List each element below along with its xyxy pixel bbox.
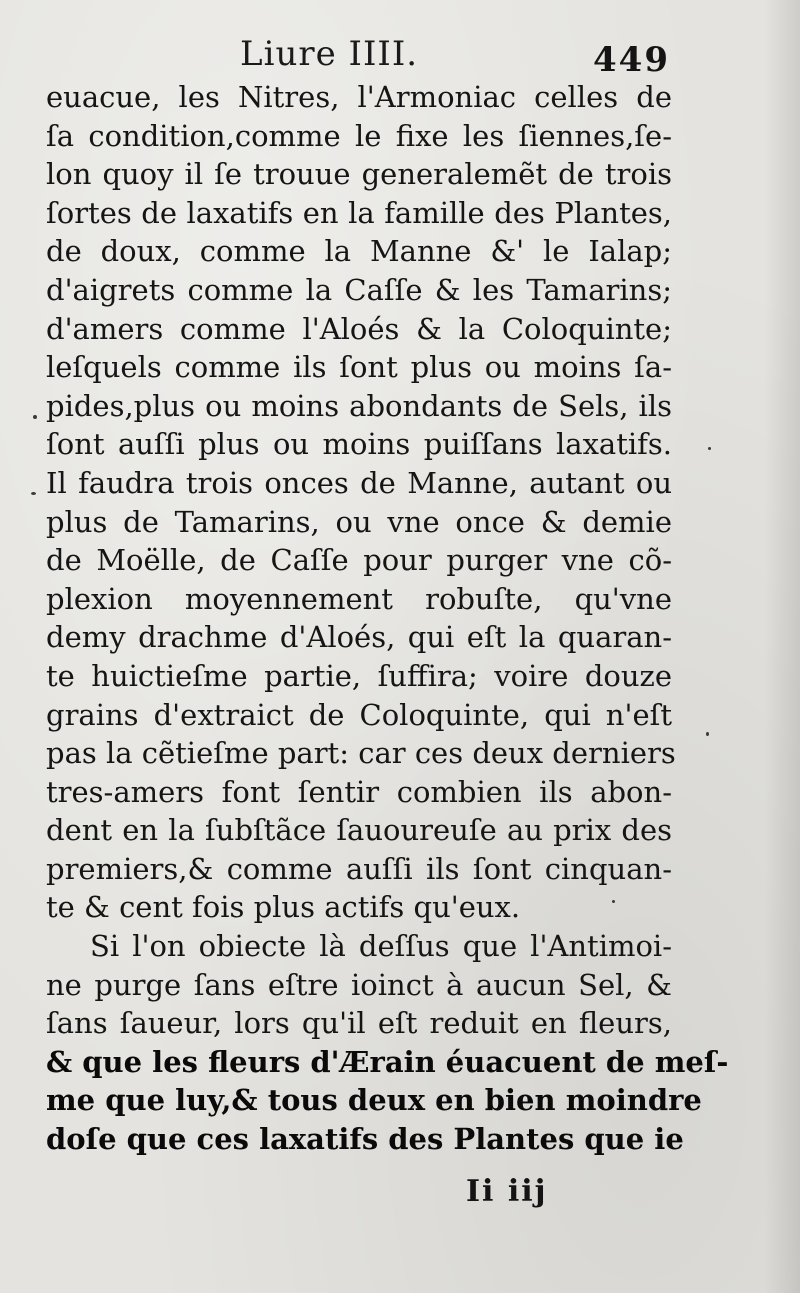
text-line: lon quoy il ſe trouue generalemẽt de trois bbox=[46, 157, 672, 192]
running-head: Liure IIII. bbox=[240, 34, 419, 74]
text-line: d'amers comme l'Aloés & la Coloquinte; bbox=[46, 311, 672, 346]
paper-speck bbox=[706, 732, 709, 736]
page-number: 449 bbox=[593, 40, 670, 80]
text-line: & que les fleurs d'Ærain éuacuent de meſ- bbox=[46, 1044, 729, 1079]
text-line: pides,plus ou moins abondants de Sels, ils bbox=[46, 388, 672, 423]
text-line: ſortes de laxatifs en la famille des Plantes, bbox=[46, 195, 672, 230]
text-line: euacue, les Nitres, l'Armoniac celles de bbox=[46, 80, 672, 114]
text-line: premiers,& comme auſſi ils ſont cinquan- bbox=[46, 851, 672, 886]
text-line: de Moëlle, de Caſſe pour purger vne cõ- bbox=[46, 543, 672, 578]
text-line: dent en la ſubſtãce ſauoureuſe au prix des bbox=[46, 813, 672, 848]
text-line: Si l'on obiecte là deſſus que l'Antimoi- bbox=[90, 929, 672, 964]
text-line: grains d'extraict de Coloquinte, qui n'eſt bbox=[46, 697, 672, 732]
text-line: me que luy,& tous deux en bien moindre bbox=[46, 1083, 702, 1118]
text-line: Il faudra trois onces de Manne, autant ou bbox=[46, 465, 672, 500]
text-line: leſquels comme ils ſont plus ou moins ſa- bbox=[46, 350, 672, 385]
paper-speck bbox=[31, 492, 36, 495]
text-line: ſont auſſi plus ou moins puiſſans laxatifs. bbox=[46, 427, 672, 462]
text-line: ſa condition,comme le fixe les ſiennes,ſe- bbox=[46, 118, 672, 153]
text-line: de doux, comme la Manne &' le Ialap; bbox=[46, 234, 672, 269]
page-header bbox=[240, 30, 670, 80]
paper-speck bbox=[612, 900, 615, 903]
text-line: pas la cẽtieſme part: car ces deux derniers bbox=[46, 736, 676, 771]
text-line: demy drachme d'Aloés, qui eſt la quaran- bbox=[46, 620, 672, 655]
text-line: d'aigrets comme la Caſſe & les Tamarins; bbox=[46, 272, 672, 307]
body-text bbox=[46, 78, 729, 1159]
signature-mark: Ii iij bbox=[466, 1174, 548, 1209]
text-line: ne purge ſans eſtre ioinct à aucun Sel, & bbox=[46, 967, 672, 1002]
text-line: tres-amers font ſentir combien ils abon- bbox=[46, 774, 672, 809]
text-line: doſe que ces laxatifs des Plantes que ie bbox=[46, 1122, 684, 1157]
paper-speck bbox=[33, 415, 37, 419]
page-edge-shadow bbox=[764, 0, 800, 1293]
text-line: ſans ſaueur, lors qu'il eſt reduit en fleurs, bbox=[46, 1006, 672, 1041]
text-line: plus de Tamarins, ou vne once & demie bbox=[46, 504, 672, 539]
text-line: plexion moyennement robuſte, qu'vne bbox=[46, 581, 672, 616]
text-line: te & cent fois plus actifs qu'eux. bbox=[46, 890, 521, 925]
paper-speck bbox=[708, 447, 711, 450]
text-line: te huictieſme partie, ſuffira; voire douze bbox=[46, 658, 672, 693]
